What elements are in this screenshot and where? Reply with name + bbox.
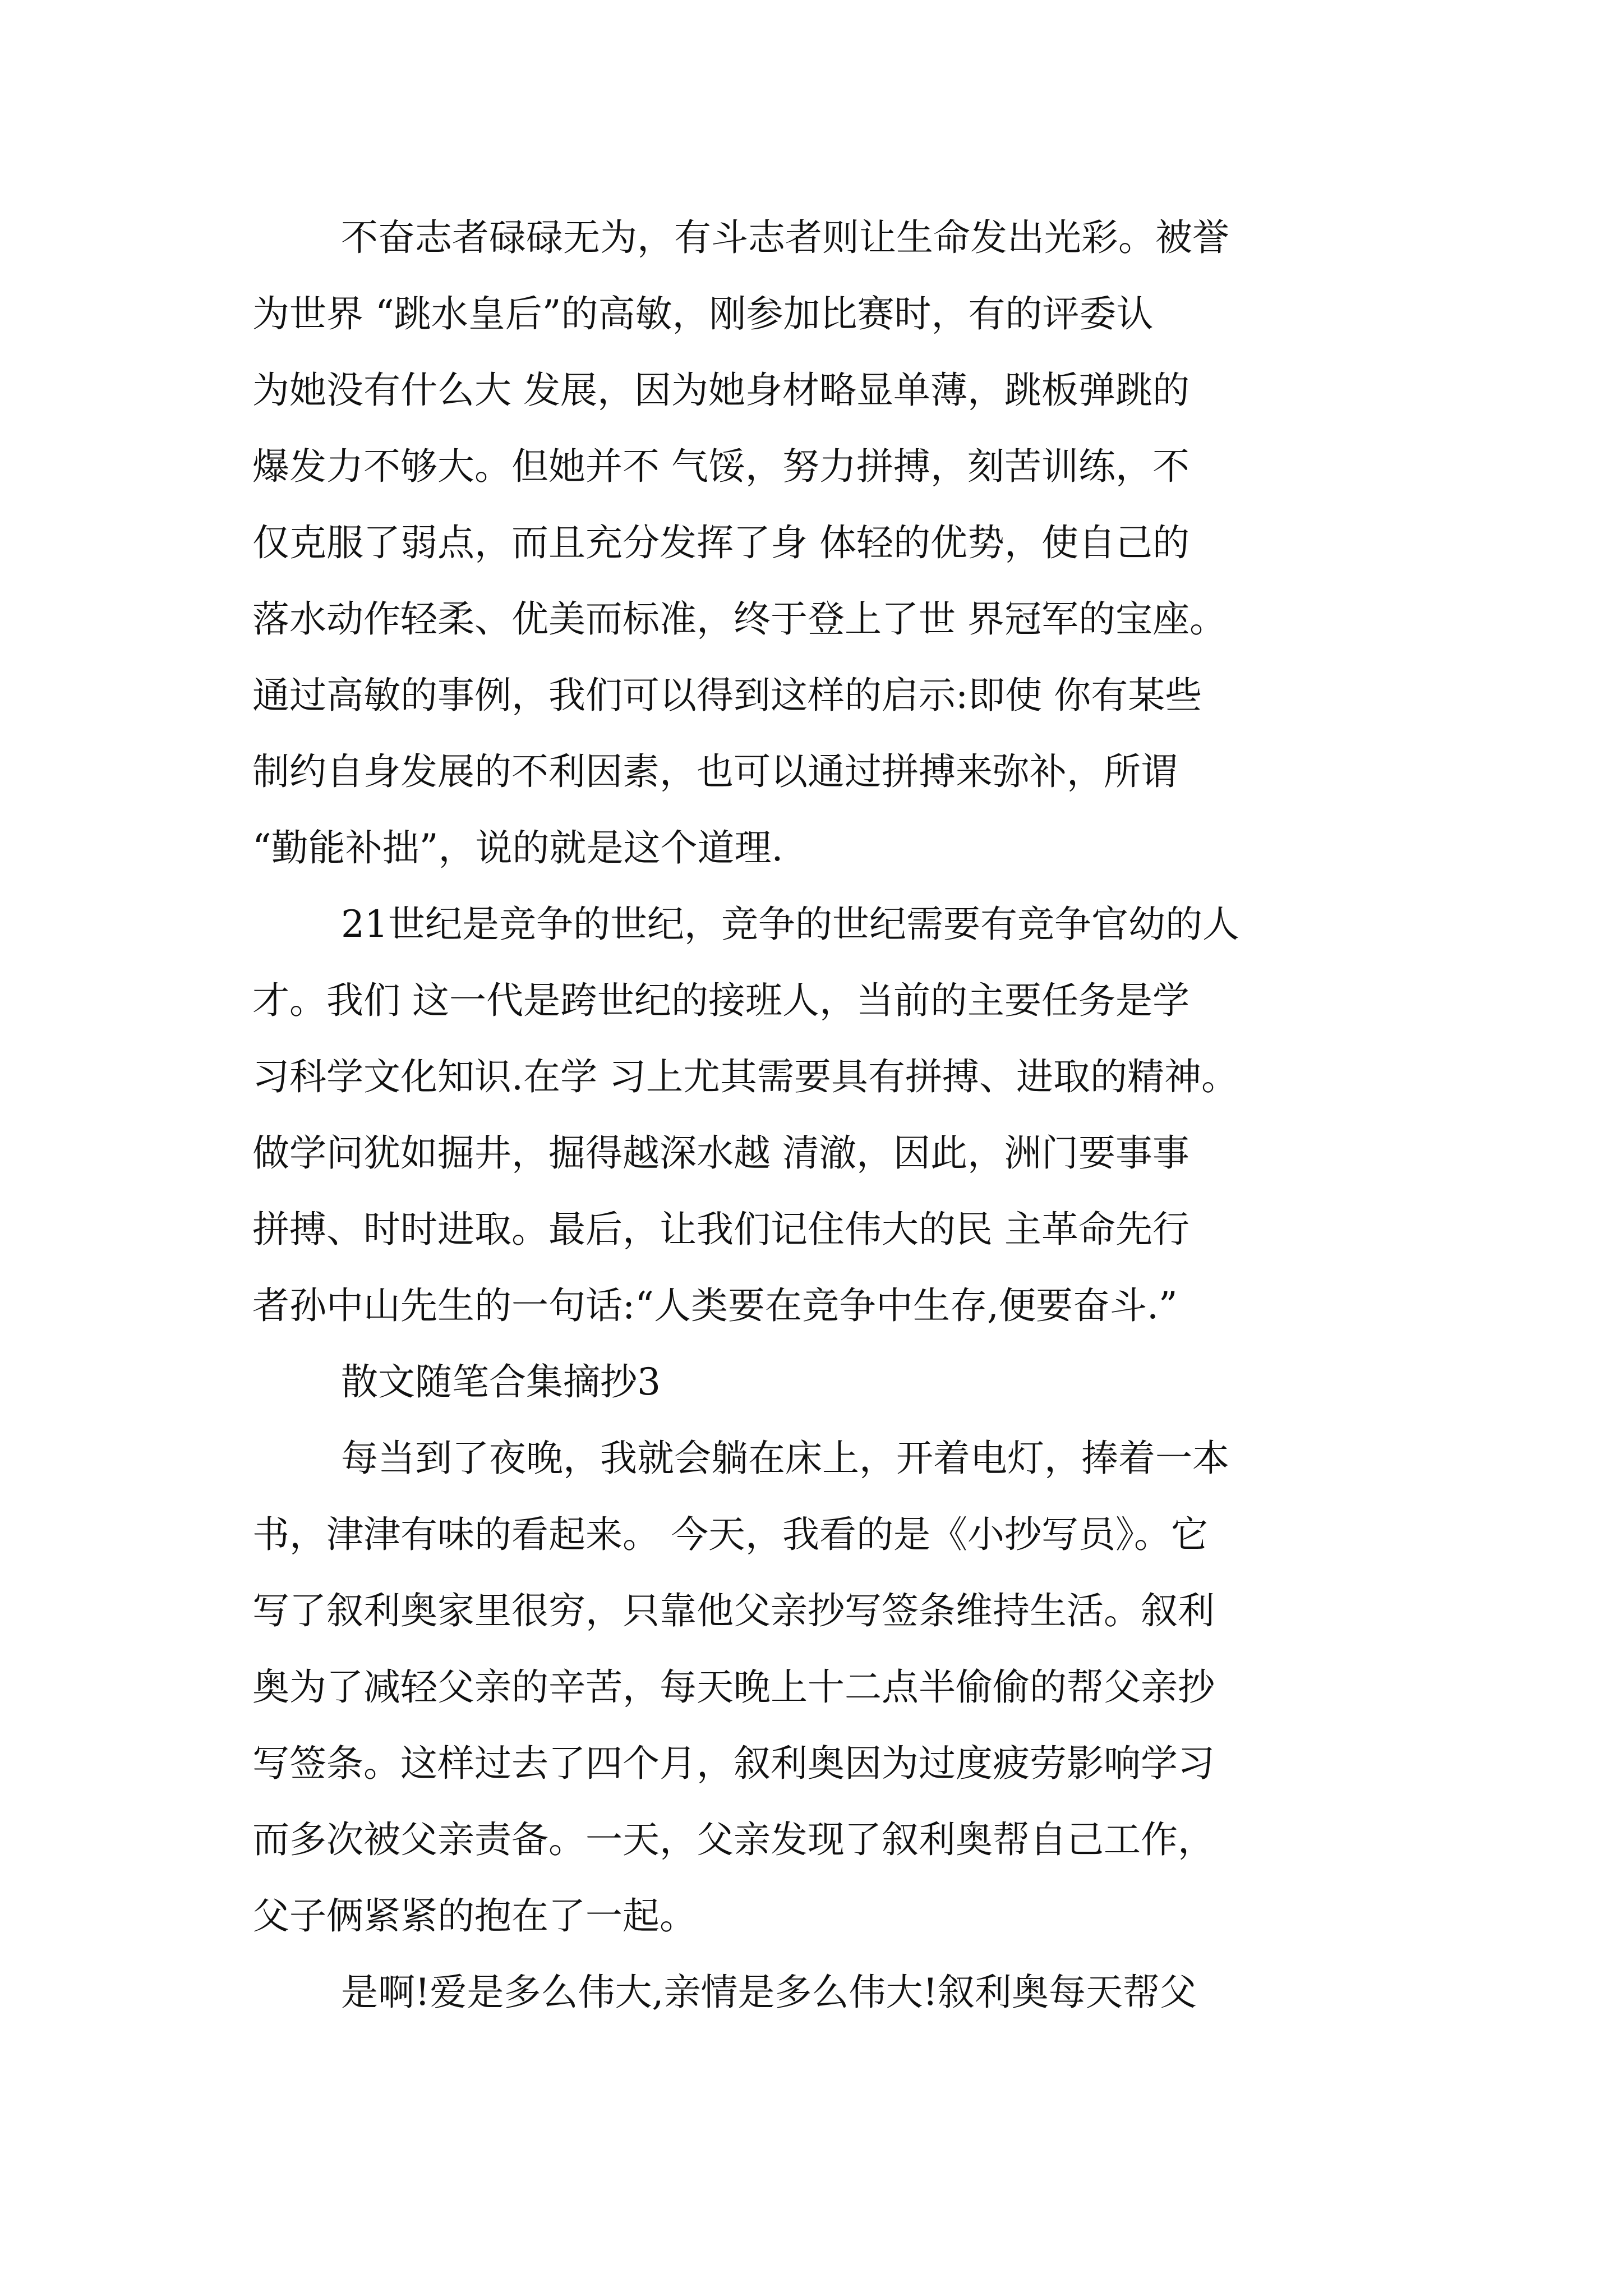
- text-line: 仅克服了弱点，而且充分发挥了身 体轻的优势，使自己的: [252, 521, 1189, 564]
- text-line: 不奋志者碌碌无为，有斗志者则让生命发出光彩。被誉: [341, 216, 1229, 259]
- text-line: 而多次被父亲责备。一天，父亲发现了叙利奥帮自己工作，: [252, 1818, 1215, 1861]
- text-line: 21世纪是竞争的世纪，竞争的世纪需要有竞争官幼的人: [341, 903, 1239, 946]
- text-line: 为她没有什么大 发展，因为她身材略显单薄，跳板弹跳的: [252, 369, 1189, 412]
- text-line: 父子俩紧紧的抱在了一起。: [252, 1894, 697, 1938]
- text-line: 习科学文化知识.在学 习上尤其需要具有拼搏、进取的精神。: [252, 1055, 1238, 1098]
- text-line: 落水动作轻柔、优美而标准，终于登上了世 界冠军的宝座。: [252, 597, 1227, 641]
- text-line: 通过高敏的事例，我们可以得到这样的启示:即使 你有某些: [252, 674, 1202, 717]
- text-line: 拼搏、时时进取。最后，让我们记住伟大的民 主革命先行: [252, 1208, 1189, 1251]
- text-line: 做学问犹如掘井，掘得越深水越 清澈，因此，洲门要事事: [252, 1131, 1189, 1175]
- text-line: 才。我们 这一代是跨世纪的接班人，当前的主要任务是学: [252, 979, 1189, 1022]
- text-line: 是啊!爱是多么伟大,亲情是多么伟大!叙利奥每天帮父: [341, 1971, 1197, 2014]
- text-line: 写了叙利奥家里很穷，只靠他父亲抄写签条维持生活。叙利: [252, 1589, 1215, 1632]
- section-heading: 散文随笔合集摘抄3: [341, 1360, 661, 1404]
- text-line: 者孙中山先生的一句话:“人类要在竞争中生存,便要奋斗.”: [252, 1284, 1178, 1327]
- text-line: 写签条。这样过去了四个月，叙利奥因为过度疲劳影响学习: [252, 1742, 1215, 1785]
- text-line: 为世界 “跳水皇后”的高敏，刚参加比赛时，有的评委认: [252, 292, 1154, 335]
- text-line: 每当到了夜晚，我就会躺在床上，开着电灯，捧着一本: [341, 1437, 1229, 1480]
- text-line: 制约自身发展的不利因素，也可以通过拼搏来弥补，所谓: [252, 750, 1178, 793]
- text-line: 奥为了减轻父亲的辛苦，每天晚上十二点半偷偷的帮父亲抄: [252, 1665, 1215, 1709]
- text-line: “勤能补拙”，说的就是这个道理.: [252, 826, 783, 869]
- text-line: 书，津津有味的看起来。 今天，我看的是《小抄写员》。它: [252, 1513, 1208, 1556]
- text-line: 爆发力不够大。但她并不 气馁，努力拼搏，刻苦训练，不: [252, 445, 1189, 488]
